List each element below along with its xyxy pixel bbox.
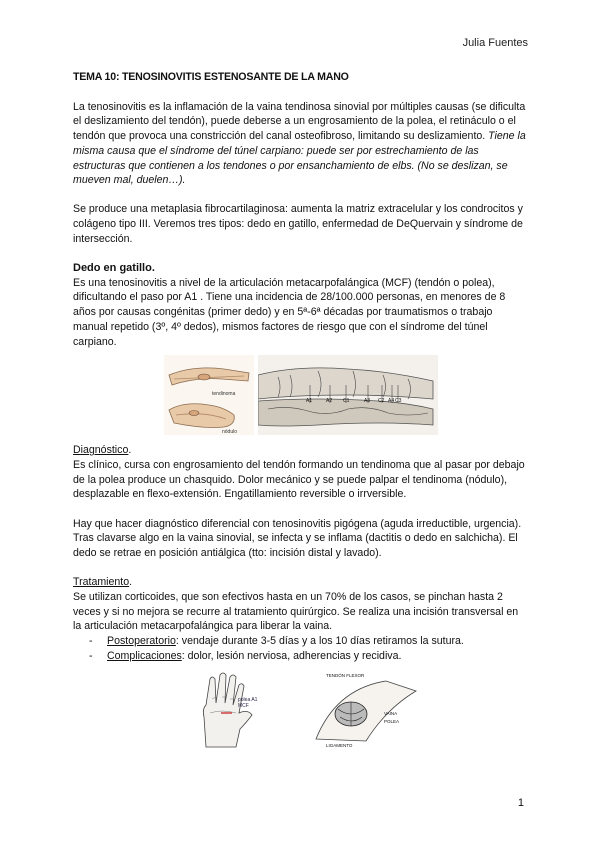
pulley-label-1: A2 — [325, 398, 332, 405]
list-item-postoperative — [89, 634, 528, 649]
figure2-label-mcf: MCF — [237, 703, 249, 710]
figure2-label-bottom: LIGAMENTO — [325, 743, 352, 749]
page-number: 1 — [517, 797, 524, 809]
tendon-sketch-image — [164, 355, 254, 435]
intro-text: La tenosinovitis es la inflamación de la vaina tendinosa sinovial por múltiples causas (se dificulta el deslizamiento del tendón), puede deberse a un engrosamiento de la polea, el retináculo o el tendón que provoca una constricción del canal osteofibroso, limitando su deslizamiento. — [73, 100, 526, 143]
trigger-finger-heading: Dedo en gatillo. — [73, 262, 155, 275]
pulley-label-5: A4 — [387, 398, 394, 405]
surgery-figure — [73, 669, 528, 749]
treatment-heading: Tratamiento — [73, 576, 130, 589]
page-title: TEMA 10: TENOSINOVITIS ESTENOSANTE DE LA MANO — [73, 71, 349, 83]
treatment-heading-line — [73, 575, 528, 590]
intro-paragraph — [73, 100, 528, 188]
surgical-release-image — [296, 669, 426, 749]
diagnosis-paragraph: Es clínico, cursa con engrosamiento del tendón formando un tendinoma que al pasar por debajo de la polea produce un chasquido. Dolor mecánico y se puede palpar el tendinoma (nódulo), desplazable en flexo-extensión. Engatillamiento reversible o irrversible. — [73, 458, 525, 501]
pulley-system-image — [258, 355, 438, 435]
trigger-finger-figure — [73, 355, 528, 435]
list-item-complications — [89, 649, 528, 664]
header-author: Julia Fuentes — [462, 37, 528, 49]
figure1-label-nodule: nódulo — [221, 429, 237, 436]
pulley-label-3: A3 — [363, 398, 370, 405]
figure2-label-polea: polea A1 — [237, 697, 257, 704]
postoperative-label: Postoperatorio — [107, 634, 176, 647]
differential-paragraph: Hay que hacer diagnóstico diferencial con tenosinovitis pigógena (aguda irreductible, urgencia). Tras clavarse algo en la vaina sinovial, se infecta y se inflama (dactitis o dedo en salchicha). El dedo se retrae en posición antiálgica (tto: incisión distal y lavado). — [73, 517, 522, 559]
diagnosis-heading-line — [73, 443, 528, 458]
pulley-label-2: C1 — [342, 398, 349, 405]
figure2-label-right1: VAINA — [383, 711, 397, 717]
intro-italic-text: Tiene la misma causa que el síndrome del túnel carpiano: puede ser por estrechamiento de las estructuras que contienen a los tendones o por ensanchamiento de elbs. (No se deslizan, se mueven mal, duelen…). — [73, 130, 526, 187]
complications-text: : dolor, lesión nerviosa, adherencias y recidiva. — [181, 649, 402, 662]
treatment-heading-suffix: . — [129, 576, 133, 589]
hand-incision-image — [176, 669, 276, 749]
figure1-label-tendinoma: tendinoma — [211, 391, 235, 398]
pulley-label-4: C2 — [377, 398, 384, 405]
complications-label: Complicaciones — [107, 649, 182, 662]
treatment-list — [89, 634, 528, 663]
postoperative-text: : vendaje durante 3-5 días y a los 10 días retiramos la sutura. — [175, 634, 464, 647]
metaplasia-paragraph: Se produce una metaplasia fibrocartilaginosa: aumenta la matriz extracelular y los condrocitos y colágeno tipo III. Veremos tres tipos: dedo en gatillo, enfermedad de DeQuervain y síndrome de intersección. — [73, 203, 523, 245]
diagnosis-heading-suffix: . — [128, 444, 132, 457]
pulley-label-0: A1 — [305, 398, 312, 405]
pulley-label-6: C3 — [394, 398, 401, 405]
figure2-label-top: TENDÓN FLEXOR — [325, 673, 364, 679]
document-body — [73, 70, 528, 749]
diagnosis-heading: Diagnóstico — [73, 444, 129, 457]
treatment-paragraph: Se utilizan corticoides, que son efectivos hasta en un 70% de los casos, se pinchan hasta 2 veces y si no mejora se recurre al tratamiento quirúrgico. Se realiza una incisión transversal en la articulación metacarpofalángica para liberar la vaina. — [73, 590, 519, 633]
figure2-label-right2: POLEA — [383, 719, 399, 725]
trigger-finger-paragraph: Es una tenosinovitis a nivel de la articulación metacarpofalángica (MCF) (tendón o polea), dificultando el paso por A1 . Tiene una incidencia de 28/100.000 personas, en menores de 8 años por causas congénitas (primer dedo) y en 5ª-6ª décadas por traumatismos o trabajo manual repetido (3º, 4º dedos), mismos factores de riesgo que con el síndrome del túnel carpiano. — [73, 276, 506, 348]
